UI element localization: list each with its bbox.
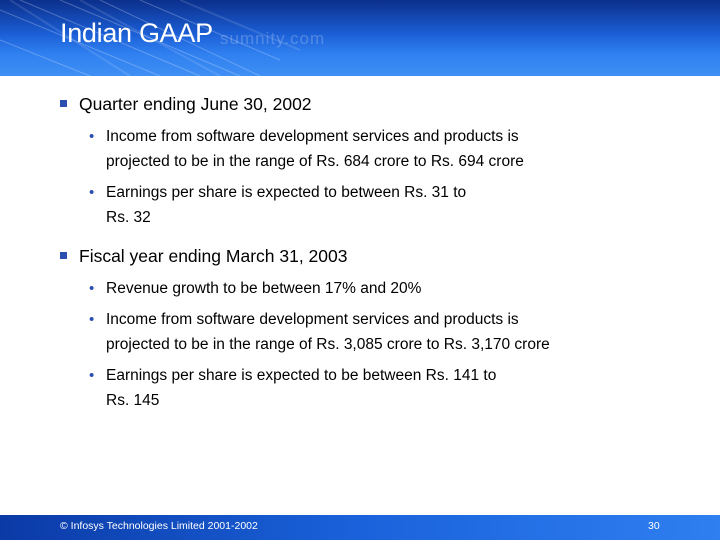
dot-bullet-icon: •: [89, 280, 95, 297]
copyright-text: © Infosys Technologies Limited 2001-2002: [60, 520, 258, 532]
dot-bullet-icon: •: [89, 367, 95, 384]
page-number: 30: [648, 520, 660, 532]
square-bullet-icon: [60, 100, 67, 107]
dot-bullet-icon: •: [89, 128, 95, 145]
dot-bullet-icon: •: [89, 311, 95, 328]
square-bullet-icon: [60, 252, 67, 259]
footer-bar: [0, 515, 720, 540]
watermark-text: sumnity.com: [220, 29, 326, 48]
slide-title: Indian GAAP: [60, 18, 213, 48]
slide-body: Quarter ending June 30, 2002 • Income from software development services and products is projected to be in the range of Rs. 684 crore to Rs. 694 crore • Earnings per share is expected to between Rs. 31 to Rs. 32 Fiscal year ending March 31, 2003 • Revenue growth to be between 17% and 20% • Income from software development services and products is projected to be in the range of Rs. 3,085 crore to Rs. 3,170 crore • Earnings per share is expected to be between Rs. 141 to Rs. 145: [0, 0, 720, 540]
dot-bullet-icon: •: [89, 184, 95, 201]
